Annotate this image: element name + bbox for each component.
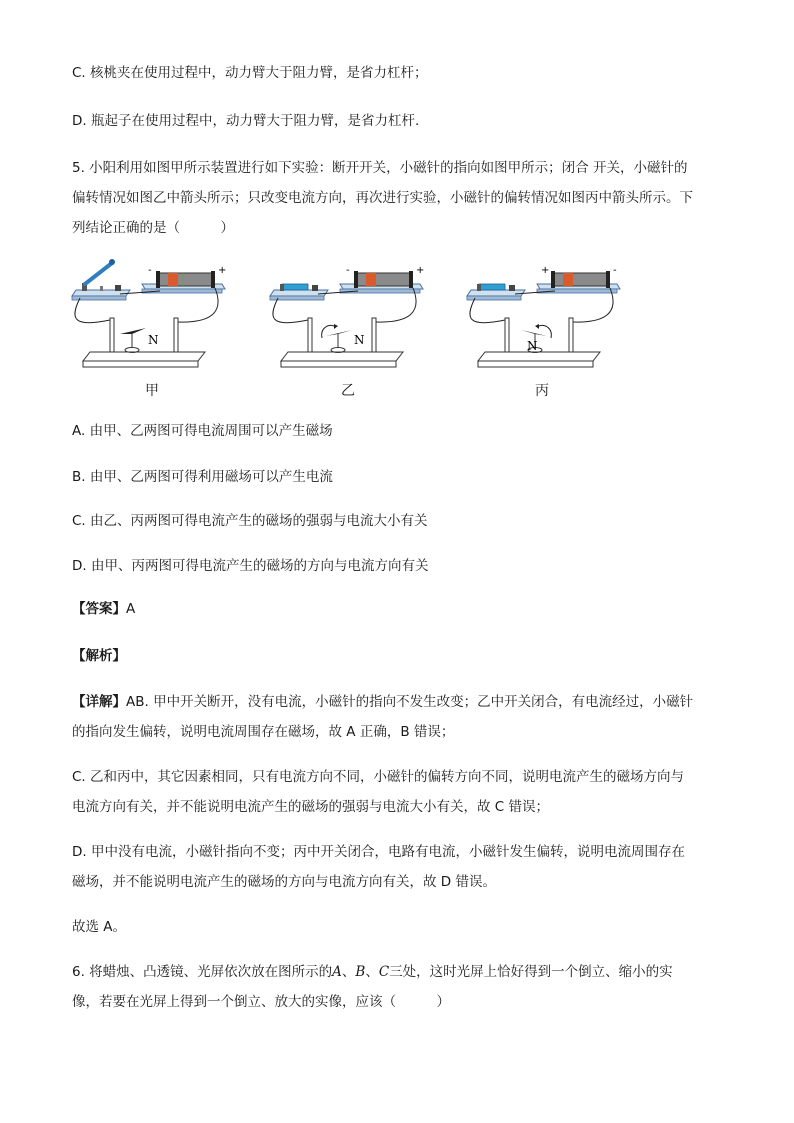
- detail-line3: C. 乙和丙中，其它因素相同，只有电流方向不同，小磁针的偏转方向不同，说明电流产生的磁场方向与: [72, 769, 685, 785]
- figure-label-yi: 乙: [341, 383, 355, 399]
- q6-line2: 像，若要在光屏上得到一个倒立、放大的实像，应该（ ）: [72, 994, 450, 1010]
- figure-label-bing: 丙: [535, 383, 549, 399]
- detail-line6: 磁场，并不能说明电流产生的磁场的方向与电流方向有关，故 D 错误。: [72, 874, 496, 890]
- jia-right-sign: +: [218, 265, 227, 276]
- bing-right-sign: -: [613, 265, 617, 276]
- analysis-tag-text: 【解析】: [72, 648, 126, 664]
- q6-sep1: 、: [341, 964, 356, 980]
- q6-point-b: B: [355, 964, 366, 980]
- figure-label-jia: 甲: [145, 383, 159, 399]
- detail-line4: 电流方向有关，并不能说明电流产生的磁场的强弱与电流大小有关，故 C 错误；: [72, 799, 550, 815]
- q6-line1: [72, 962, 673, 982]
- bing-needle-n: N: [527, 339, 538, 353]
- detail-line1: [72, 692, 693, 712]
- jia-needle-n: N: [148, 333, 159, 347]
- yi-right-sign: +: [416, 265, 425, 276]
- yi-needle-n: N: [354, 333, 365, 347]
- q6-line1-a: 6. 将蜡烛、凸透镜、光屏依次放在图所示的: [72, 964, 333, 980]
- answer-line: [72, 599, 135, 619]
- q6-line1-b: 三处，这时光屏上恰好得到一个倒立、缩小的实: [389, 964, 673, 980]
- q6-sep2: 、: [365, 964, 379, 980]
- q6-point-c: C: [378, 964, 390, 980]
- q5-option-d: D. 由甲、丙两图可得电流产生的磁场的方向与电流方向有关: [72, 558, 429, 574]
- conclusion: 故选 A。: [72, 919, 127, 935]
- figure-bing: [465, 258, 625, 373]
- answer-tag: 【答案】: [72, 601, 126, 617]
- detail-line5: D. 甲中没有电流，小磁针指向不变；丙中开关闭合，电路有电流，小磁针发生偏转，说明电流周围存在: [72, 844, 685, 860]
- detail-line1-text: AB. 甲中开关断开，没有电流，小磁针的指向不发生改变；乙中开关闭合，有电流经过，小磁针: [126, 694, 694, 710]
- figure-jia: [70, 258, 230, 373]
- q6-point-a: A: [332, 964, 342, 980]
- q5-option-c: C. 由乙、丙两图可得电流产生的磁场的强弱与电流大小有关: [72, 513, 428, 529]
- figure-yi: [268, 258, 428, 373]
- detail-tag: 【详解】: [72, 694, 126, 710]
- q5-option-b: B. 由甲、乙两图可得利用磁场可以产生电流: [72, 469, 333, 485]
- detail-line2: 的指向发生偏转，说明电流周围存在磁场，故 A 正确，B 错误；: [72, 724, 455, 740]
- prev-option-d: D. 瓶起子在使用过程中，动力臂大于阻力臂，是省力杠杆.: [72, 113, 420, 129]
- q5-stem-line1: 5. 小阳利用如图甲所示装置进行如下实验：断开开关，小磁针的指向如图甲所示；闭合 开关，小磁针的: [72, 160, 688, 176]
- prev-option-c: C. 核桃夹在使用过程中，动力臂大于阻力臂，是省力杠杆；: [72, 65, 428, 81]
- q5-stem-line2: 偏转情况如图乙中箭头所示；只改变电流方向，再次进行实验，小磁针的偏转情况如图丙中箭头所示。下: [72, 190, 693, 206]
- yi-left-sign: -: [346, 265, 350, 276]
- analysis-tag: [72, 646, 126, 666]
- jia-left-sign: -: [148, 265, 152, 276]
- bing-left-sign: +: [541, 265, 550, 276]
- q5-stem-line3: 列结论正确的是（ ）: [72, 220, 234, 236]
- q5-option-a: A. 由甲、乙两图可得电流周围可以产生磁场: [72, 423, 333, 439]
- answer-value: A: [126, 601, 136, 617]
